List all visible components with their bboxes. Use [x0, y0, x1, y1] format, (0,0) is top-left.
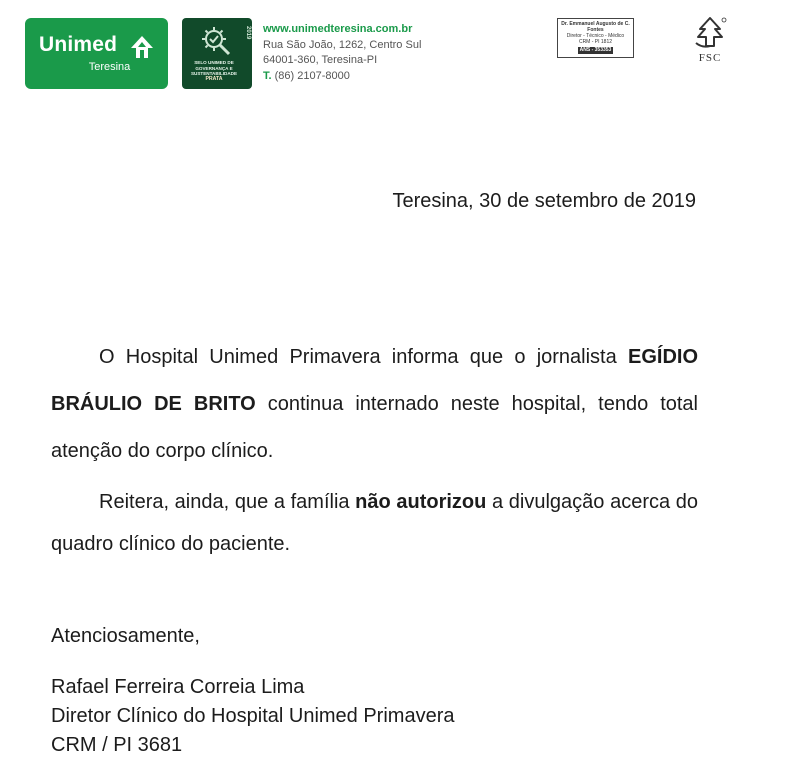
stamp-role: Diretor - Técnico - Médico: [566, 33, 625, 39]
signer-title: Diretor Clínico do Hospital Unimed Primavera: [51, 705, 455, 727]
paragraph-1-text-a: O Hospital Unimed Primavera informa que o jornalista: [99, 346, 628, 368]
logo-city: Teresina: [88, 61, 131, 73]
stamp-name: Dr. Emmanuel Augusto de C. Fontes: [561, 21, 630, 33]
seal-line-3: SUSTENTABILIDADE: [190, 71, 238, 77]
paragraph-2-text-a: Reitera, ainda, que a família: [99, 491, 356, 513]
stamp-ans: ANS - 353353: [579, 47, 612, 53]
stamp-crm: CRM - PI 1812: [578, 39, 613, 45]
contact-info: [263, 22, 421, 84]
address-line-1: Rua São João, 1262, Centro Sul: [263, 38, 422, 51]
phone-label: T.: [263, 69, 272, 82]
not-authorized-emphasis: não autorizou: [355, 491, 487, 513]
patient-name: EGÍDIO BRÁULIO DE BRITO: [51, 346, 698, 415]
phone-number: (86) 2107-8000: [274, 69, 350, 82]
website-link[interactable]: www.unimedteresina.com.br: [263, 23, 413, 35]
seal-level: PRATA: [205, 75, 223, 82]
paragraph-1: [51, 334, 698, 475]
fsc-tree-icon: [692, 15, 728, 49]
closing-salutation: Atenciosamente,: [51, 625, 200, 647]
letter-date: Teresina, 30 de setembro de 2019: [392, 190, 696, 212]
governance-seal: [182, 18, 252, 89]
unimed-tree-icon: [129, 34, 155, 60]
seal-line-2: GOVERNANÇA E: [195, 65, 233, 71]
paragraph-1-text-b: continua internado neste hospital, tendo total atenção do corpo clínico.: [51, 393, 698, 462]
address-line-2: 64001-360, Teresina-PI: [263, 54, 378, 66]
fsc-logo: [690, 15, 730, 65]
phone-line: [263, 69, 421, 85]
logo-brand: Unimed: [39, 33, 118, 56]
paragraph-2-text-b: a divulgação acerca do quadro clínico do paciente.: [51, 491, 698, 555]
gear-magnifier-icon: [198, 24, 234, 58]
signer-crm: CRM / PI 3681: [51, 734, 183, 756]
fsc-label: FSC: [698, 52, 722, 64]
seal-line-1: SELO UNIMED DE: [194, 60, 234, 65]
paragraph-2: [51, 481, 698, 565]
signature-block: [51, 673, 454, 760]
signer-name: Rafael Ferreira Correia Lima: [51, 676, 305, 698]
seal-text: [184, 60, 244, 82]
director-stamp: [557, 18, 634, 58]
unimed-logo: [25, 18, 168, 89]
seal-year: 2019: [245, 26, 251, 40]
